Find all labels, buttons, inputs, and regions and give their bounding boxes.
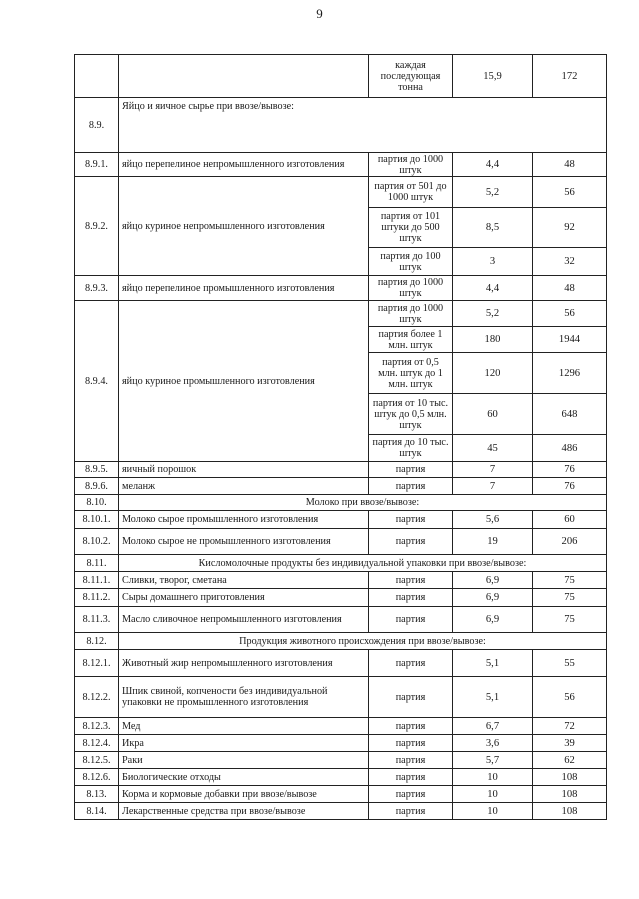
section-number: 8.12. (75, 633, 119, 650)
table-row (75, 462, 607, 478)
item-name: меланж (119, 478, 369, 495)
item-name: Лекарственные средства при ввозе/вывозе (119, 803, 369, 820)
item-value-1: 6,9 (453, 607, 533, 633)
table-row (75, 301, 607, 327)
section-title: Кисломолочные продукты без индивидуальной упаковки при ввозе/вывозе: (119, 555, 607, 572)
section-row (75, 98, 607, 153)
item-unit: партия (369, 572, 453, 589)
item-value-2: 48 (533, 276, 607, 301)
item-value-1: 15,9 (453, 55, 533, 98)
item-value-1: 5,2 (453, 301, 533, 327)
item-value-2: 1944 (533, 327, 607, 353)
item-number: 8.12.2. (75, 677, 119, 718)
item-value-2: 55 (533, 650, 607, 677)
section-row (75, 495, 607, 511)
item-name: яичный порошок (119, 462, 369, 478)
item-unit: партия от 10 тыс. штук до 0,5 млн. штук (369, 394, 453, 435)
item-value-1: 5,1 (453, 650, 533, 677)
item-unit: партия (369, 786, 453, 803)
item-value-1: 120 (453, 353, 533, 394)
item-value-2: 56 (533, 301, 607, 327)
item-unit: партия (369, 735, 453, 752)
item-value-1: 8,5 (453, 208, 533, 248)
item-unit: партия (369, 718, 453, 735)
table-row (75, 177, 607, 208)
table-row (75, 752, 607, 769)
section-row (75, 555, 607, 572)
item-name: Шпик свиной, копчености без индивидуальной упаковки не промышленного изготовления (119, 677, 369, 718)
item-name: Масло сливочное непромышленного изготовления (119, 607, 369, 633)
item-unit: партия (369, 589, 453, 607)
table-row (75, 572, 607, 589)
item-unit: партия от 101 штуки до 500 штук (369, 208, 453, 248)
item-value-1: 5,1 (453, 677, 533, 718)
page-number: 9 (316, 6, 323, 21)
item-unit: партия до 10 тыс. штук (369, 435, 453, 462)
item-unit: партия до 1000 штук (369, 276, 453, 301)
table-row (75, 589, 607, 607)
item-value-1: 5,6 (453, 511, 533, 529)
item-name: Мед (119, 718, 369, 735)
item-number: 8.12.1. (75, 650, 119, 677)
item-number: 8.10.1. (75, 511, 119, 529)
item-value-1: 5,2 (453, 177, 533, 208)
item-value-2: 48 (533, 153, 607, 177)
item-number: 8.9.2. (75, 177, 119, 276)
item-value-2: 1296 (533, 353, 607, 394)
table-row (75, 769, 607, 786)
table-row (75, 803, 607, 820)
item-value-1: 6,9 (453, 572, 533, 589)
item-name: яйцо куриное промышленного изготовления (119, 301, 369, 462)
section-title: Яйцо и яичное сырье при ввозе/вывозе: (119, 98, 607, 153)
item-value-2: 108 (533, 769, 607, 786)
item-unit: партия (369, 650, 453, 677)
item-unit: партия (369, 607, 453, 633)
item-number (75, 55, 119, 98)
item-name: яйцо куриное непромышленного изготовления (119, 177, 369, 276)
item-unit: партия (369, 769, 453, 786)
item-value-2: 172 (533, 55, 607, 98)
item-number: 8.12.5. (75, 752, 119, 769)
item-number: 8.9.1. (75, 153, 119, 177)
item-value-2: 60 (533, 511, 607, 529)
item-unit: партия до 100 штук (369, 248, 453, 276)
item-value-2: 75 (533, 589, 607, 607)
item-unit: партия (369, 752, 453, 769)
item-number: 8.14. (75, 803, 119, 820)
item-number: 8.11.3. (75, 607, 119, 633)
item-number: 8.12.4. (75, 735, 119, 752)
table-row (75, 607, 607, 633)
table-row (75, 276, 607, 301)
item-unit: партия до 1000 штук (369, 301, 453, 327)
item-value-1: 4,4 (453, 276, 533, 301)
item-value-2: 56 (533, 177, 607, 208)
item-number: 8.12.6. (75, 769, 119, 786)
item-value-1: 10 (453, 803, 533, 820)
item-value-2: 108 (533, 803, 607, 820)
table-row (75, 677, 607, 718)
item-value-2: 56 (533, 677, 607, 718)
section-number: 8.9. (75, 98, 119, 153)
table-row (75, 529, 607, 555)
item-value-2: 72 (533, 718, 607, 735)
table-row (75, 153, 607, 177)
item-unit: партия до 1000 штук (369, 153, 453, 177)
item-unit: партия (369, 478, 453, 495)
item-unit: партия от 501 до 1000 штук (369, 177, 453, 208)
item-name: Раки (119, 752, 369, 769)
section-title: Молоко при ввозе/вывозе: (119, 495, 607, 511)
item-value-2: 108 (533, 786, 607, 803)
item-name: Молоко сырое промышленного изготовления (119, 511, 369, 529)
tariff-table (74, 54, 607, 820)
item-unit: партия более 1 млн. штук (369, 327, 453, 353)
item-number: 8.9.5. (75, 462, 119, 478)
table-row (75, 55, 607, 98)
item-unit: партия (369, 529, 453, 555)
item-value-2: 32 (533, 248, 607, 276)
item-value-1: 6,7 (453, 718, 533, 735)
item-value-2: 39 (533, 735, 607, 752)
item-name: Икра (119, 735, 369, 752)
item-value-2: 75 (533, 572, 607, 589)
item-value-2: 76 (533, 478, 607, 495)
table-row (75, 735, 607, 752)
table-row (75, 650, 607, 677)
item-value-1: 60 (453, 394, 533, 435)
item-value-1: 3,6 (453, 735, 533, 752)
item-number: 8.9.4. (75, 301, 119, 462)
item-value-1: 45 (453, 435, 533, 462)
item-value-1: 180 (453, 327, 533, 353)
item-name: Сыры домашнего приготовления (119, 589, 369, 607)
item-value-1: 4,4 (453, 153, 533, 177)
item-name: яйцо перепелиное промышленного изготовления (119, 276, 369, 301)
item-unit: партия (369, 462, 453, 478)
item-number: 8.11.2. (75, 589, 119, 607)
section-number: 8.10. (75, 495, 119, 511)
item-value-1: 5,7 (453, 752, 533, 769)
item-unit: каждая последующая тонна (369, 55, 453, 98)
item-unit: партия (369, 511, 453, 529)
section-title: Продукция животного происхождения при ввозе/вывозе: (119, 633, 607, 650)
item-name: Сливки, творог, сметана (119, 572, 369, 589)
item-number: 8.11.1. (75, 572, 119, 589)
item-name: Животный жир непромышленного изготовления (119, 650, 369, 677)
item-name: яйцо перепелиное непромышленного изготовления (119, 153, 369, 177)
item-unit: партия (369, 677, 453, 718)
item-name: Корма и кормовые добавки при ввозе/вывозе (119, 786, 369, 803)
item-unit: партия от 0,5 млн. штук до 1 млн. штук (369, 353, 453, 394)
item-value-2: 648 (533, 394, 607, 435)
item-value-2: 76 (533, 462, 607, 478)
item-value-2: 92 (533, 208, 607, 248)
item-number: 8.13. (75, 786, 119, 803)
table-row (75, 718, 607, 735)
item-number: 8.12.3. (75, 718, 119, 735)
item-value-1: 3 (453, 248, 533, 276)
item-value-1: 10 (453, 769, 533, 786)
item-unit: партия (369, 803, 453, 820)
item-number: 8.9.6. (75, 478, 119, 495)
item-number: 8.10.2. (75, 529, 119, 555)
item-value-1: 10 (453, 786, 533, 803)
item-name (119, 55, 369, 98)
item-name: Молоко сырое не промышленного изготовления (119, 529, 369, 555)
item-value-1: 6,9 (453, 589, 533, 607)
item-value-2: 62 (533, 752, 607, 769)
item-value-1: 19 (453, 529, 533, 555)
item-value-1: 7 (453, 478, 533, 495)
item-value-1: 7 (453, 462, 533, 478)
item-number: 8.9.3. (75, 276, 119, 301)
section-number: 8.11. (75, 555, 119, 572)
section-row (75, 633, 607, 650)
item-value-2: 206 (533, 529, 607, 555)
item-name: Биологические отходы (119, 769, 369, 786)
table-row (75, 511, 607, 529)
item-value-2: 486 (533, 435, 607, 462)
item-value-2: 75 (533, 607, 607, 633)
table-row (75, 786, 607, 803)
table-row (75, 478, 607, 495)
